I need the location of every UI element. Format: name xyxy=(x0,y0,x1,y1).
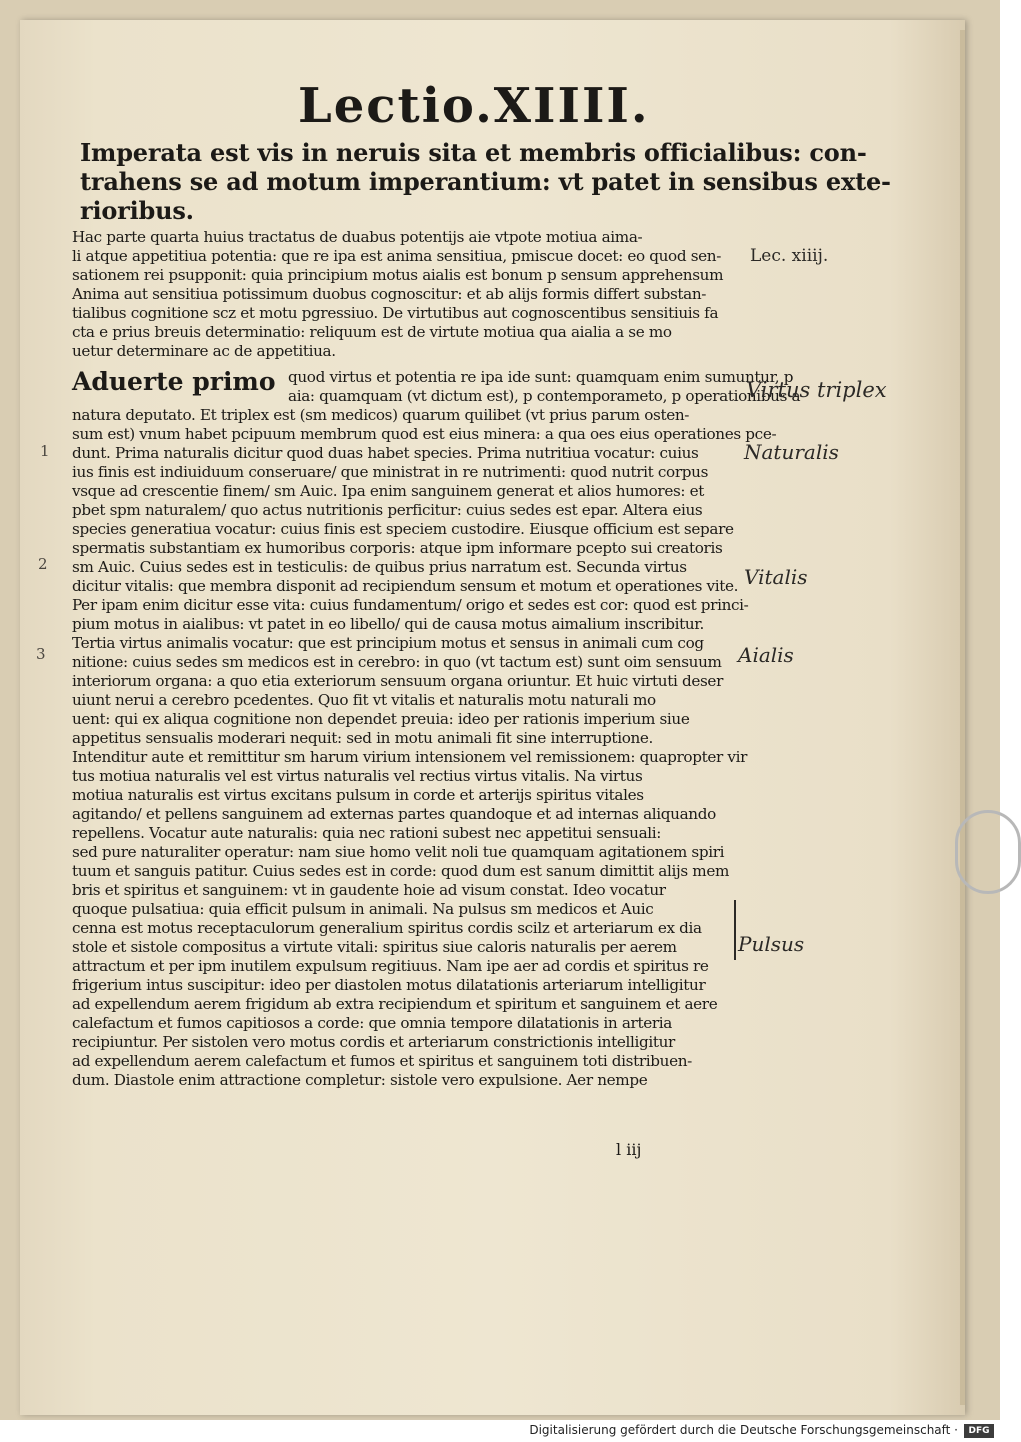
page-edge xyxy=(960,30,965,1405)
body-line: Intenditur aute et remittitur sm harum virium intensionem vel remissionem: quapropter vir xyxy=(72,748,748,766)
body-line: vsque ad crescentie finem/ sm Auic. Ipa enim sanguinem generat et alios humores: et xyxy=(72,482,705,500)
body-line: ius finis est indiuiduum conseruare/ que ministrat in re nutrimenti: quod nutrit corpus xyxy=(72,463,709,481)
margin-bracket xyxy=(734,900,736,960)
body-line: dunt. Prima naturalis dicitur quod duas habet species. Prima nutritiua vocatur: cuius xyxy=(72,444,699,462)
page-clip xyxy=(955,810,1021,894)
body-line: frigerium intus suscipitur: ideo per diastolen motus dilatationis arteriarum intelligitur xyxy=(72,976,706,994)
body-line: ad expellendum aerem frigidum ab extra recipiendum et spiritum et sanguinem et aere xyxy=(72,995,718,1013)
body-line: sum est) vnum habet pcipuum membrum quod est eius minera: a qua oes eius operationes pce- xyxy=(72,425,777,443)
body-line: agitando/ et pellens sanguinem ad externas partes quandoque et ad internas aliquando xyxy=(72,805,716,823)
incipit-line: trahens se ad motum imperantium: vt patet in sensibus exte- xyxy=(80,167,891,196)
body-line: Anima aut sensitiua potissimum duobus cognoscitur: et ab alijs formis differt substan- xyxy=(72,285,707,303)
body-line: recipiuntur. Per sistolen vero motus cordis et arteriarum constrictionis intelligitur xyxy=(72,1033,675,1051)
body-line: spermatis substantiam ex humoribus corporis: atque ipm informare pcepto sui creatoris xyxy=(72,539,723,557)
body-line: motiua naturalis est virtus excitans pulsum in corde et arterijs spiritus vitales xyxy=(72,786,644,804)
margin-note-naturalis: Naturalis xyxy=(744,440,839,464)
body-line: repellens. Vocatur aute naturalis: quia nec rationi subest nec appetitui sensuali: xyxy=(72,824,662,842)
margin-note-lec: Lec. xiiij. xyxy=(750,246,829,266)
funding-credit: Digitalisierung gefördert durch die Deutsche Forschungsgemeinschaft · xyxy=(529,1423,958,1437)
body-line: nitione: cuius sedes sm medicos est in cerebro: in quo (vt tactum est) sunt oim sensuum xyxy=(72,653,722,671)
incipit-line: Imperata est vis in neruis sita et membris officialibus: con- xyxy=(80,138,867,167)
body-line: tuum et sanguis patitur. Cuius sedes est in corde: quod dum est sanum dimittit alijs mem xyxy=(72,862,730,880)
body-line: dum. Diastole enim attractione completur: sistole vero expulsione. Aer nempe xyxy=(72,1071,648,1089)
folio-number: l iij xyxy=(616,1140,642,1159)
body-line: calefactum et fumos capitiosos a corde: que omnia tempore dilatationis in arteria xyxy=(72,1014,672,1032)
body-line: quoque pulsatiua: quia efficit pulsum in animali. Na pulsus sm medicos et Auic xyxy=(72,900,654,918)
body-line: sationem rei psupponit: quia principium motus aialis est bonum p sensum apprehensum xyxy=(72,266,724,284)
body-line: appetitus sensualis moderari nequit: sed in motu animali fit sine interruptione. xyxy=(72,729,654,747)
body-line: pbet spm naturalem/ quo actus nutritionis perficitur: cuius sedes est epar. Altera eius xyxy=(72,501,703,519)
margin-note-vitalis: Vitalis xyxy=(744,565,808,589)
margin-number: 3 xyxy=(36,645,46,663)
lectio-title: Lectio.XIIII. xyxy=(298,78,650,134)
body-line: ad expellendum aerem calefactum et fumos et spiritus et sanguinem toti distribuen- xyxy=(72,1052,692,1070)
body-line: aia: quamquam (vt dictum est), p contemporameto, p operationibus a xyxy=(288,387,801,405)
body-line: uiunt nerui a cerebro pcedentes. Quo fit vt vitalis et naturalis motu naturali mo xyxy=(72,691,656,709)
margin-note-pulsus: Pulsus xyxy=(738,932,805,956)
body-line: pium motus in aialibus: vt patet in eo libello/ qui de causa motus aimalium inscribitur. xyxy=(72,615,705,633)
body-line: species generatiua vocatur: cuius finis est speciem custodire. Eiusque officium est separe xyxy=(72,520,734,538)
margin-note-animalis: Aialis xyxy=(738,643,794,667)
body-line: tialibus cognitione scz et motu pgressiuo. De virtutibus aut cognoscentibus sensitiuis fa xyxy=(72,304,719,322)
body-line: stole et sistole compositus a virtute vitali: spiritus siue caloris naturalis per aerem xyxy=(72,938,677,956)
body-line: dicitur vitalis: que membra disponit ad recipiendum sensum et motum et operationes vite. xyxy=(72,577,739,595)
margin-note-virtus-triplex: Virtus triplex xyxy=(746,378,887,402)
body-line: natura deputato. Et triplex est (sm medicos) quarum quilibet (vt prius parum osten- xyxy=(72,406,690,424)
aduerte-heading: Aduerte primo xyxy=(72,367,276,396)
body-line: cta e prius breuis determinatio: reliquum est de virtute motiua qua aialia a se mo xyxy=(72,323,672,341)
body-line: attractum et per ipm inutilem expulsum regitiuus. Nam ipe aer ad cordis et spiritus re xyxy=(72,957,709,975)
body-line: sed pure naturaliter operatur: nam siue homo velit noli tue quamquam agitationem spiri xyxy=(72,843,725,861)
body-line: Hac parte quarta huius tractatus de duabus potentijs aie vtpote motiua aima- xyxy=(72,228,643,246)
body-line: uetur determinare ac de appetitiua. xyxy=(72,342,336,360)
body-line: Tertia virtus animalis vocatur: que est principium motus et sensus in animali cum cog xyxy=(72,634,704,652)
body-line: sm Auic. Cuius sedes est in testiculis: de quibus prius narratum est. Secunda virtus xyxy=(72,558,687,576)
margin-number: 2 xyxy=(38,555,48,573)
footer-bar xyxy=(0,1420,1000,1442)
body-line: tus motiua naturalis vel est virtus naturalis vel rectius virtus vitalis. Na virtus xyxy=(72,767,643,785)
incipit-line: rioribus. xyxy=(80,196,194,225)
body-line: interiorum organa: a quo etia exteriorum sensuum organa oriuntur. Et huic virtuti deser xyxy=(72,672,723,690)
body-line: li atque appetitiua potentia: que re ipa est anima sensitiua, pmiscue docet: eo quod sen- xyxy=(72,247,721,265)
body-line: bris et spiritus et sanguinem: vt in gaudente hoie ad visum constat. Ideo vocatur xyxy=(72,881,666,899)
body-line: uent: qui ex aliqua cognitione non dependet preuia: ideo per rationis imperium siue xyxy=(72,710,690,728)
body-line: cenna est motus receptaculorum generalium spiritus cordis scilz et arteriarum ex dia xyxy=(72,919,702,937)
dfg-logo: DFG xyxy=(964,1424,994,1438)
body-line: Per ipam enim dicitur esse vita: cuius fundamentum/ origo et sedes est cor: quod est princi- xyxy=(72,596,749,614)
margin-number: 1 xyxy=(40,442,50,460)
body-line: quod virtus et potentia re ipa ide sunt: quamquam enim sumuntur, p xyxy=(288,368,794,386)
